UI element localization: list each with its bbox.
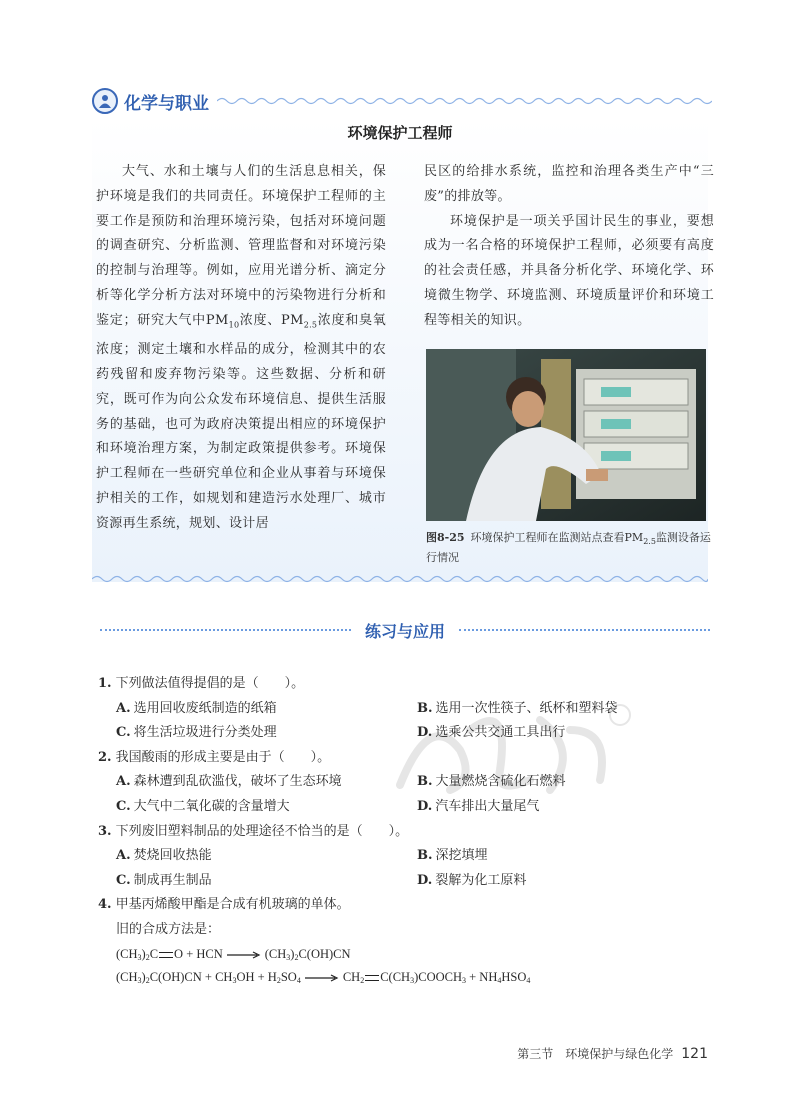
option-a: A. 森林遭到乱砍滥伐，破坏了生态环境 — [116, 774, 342, 790]
pm25-label: $PM_{2.5}$ — [281, 312, 318, 330]
figure-number: 图8-25 — [426, 531, 465, 544]
option-c: C. 将生活垃圾进行分类处理 — [116, 725, 277, 741]
option-b: B. 深挖填埋 — [417, 848, 488, 864]
dotted-divider — [100, 629, 351, 631]
footer-section: 第三节 环境保护与绿色化学 — [517, 1047, 674, 1061]
wave-divider-icon — [92, 574, 708, 584]
figure-caption: 图8-25 环境保护工程师在监测站点查看$PM_{2.5}$监测设备运行情况 — [426, 531, 711, 565]
chemistry-career-logo-icon — [92, 88, 118, 114]
article-paragraph-1 — [96, 160, 386, 537]
wave-divider-icon — [217, 96, 712, 106]
question-3 — [98, 820, 718, 845]
option-b: B. 大量燃烧含硫化石燃料 — [417, 774, 566, 790]
paragraph-text: 浓度和臭氧浓度；测定土壤和水样品的成分，检测其中的农药残留和废弃物污染等。这些数据、分析和研究，既可作为向公众发布环境信息、提供生活服务的基础，也可为政府决策提出相应的环境保护和环境治理方案，为制定政策提供参考。环境保护工程师在一些研究单位和企业从事着与环境保护相关的工作，如规划和建造污水处理厂、城市资源再生系统，规划、设计居 — [96, 312, 386, 531]
options-row — [98, 721, 718, 746]
article-paragraph-2: 环境保护是一项关乎国计民生的事业，要想成为一名合格的环境保护工程师，必须要有高度的社会责任感，并具备分析化学、环境化学、环境微生物学、环境监测、环境质量评价和环境工程等相关的知识。 — [424, 213, 714, 328]
options-row — [98, 697, 718, 722]
question-4 — [98, 893, 718, 918]
question-text: 甲基丙烯酸甲酯是合成有机玻璃的单体。 — [115, 897, 350, 913]
page-number: 121 — [681, 1046, 708, 1062]
options-row — [98, 844, 718, 869]
header-label: 化学与职业 — [124, 93, 209, 114]
question-number: 4. — [98, 897, 112, 913]
question-4-subtext: 旧的合成方法是： — [116, 921, 221, 937]
reaction-equation-2: $(CH_3)_2C(OH)CN + CH_3OH + H_2SO_4$ $CH_2$ $C(CH_3)COOCH_3 + NH_4HSO_4$ — [116, 969, 531, 985]
dotted-divider — [459, 629, 710, 631]
article-title: 环境保护工程师 — [347, 124, 453, 142]
option-d: D. 裂解为化工原料 — [417, 872, 527, 888]
question-1 — [98, 672, 718, 697]
option-d: D. 选乘公共交通工具出行 — [417, 725, 566, 741]
engineer-photo — [426, 349, 706, 521]
article-left-column — [96, 160, 386, 537]
reaction-arrow-icon — [305, 974, 339, 982]
option-b: B. 选用一次性筷子、纸杯和塑料袋 — [417, 700, 618, 716]
paragraph-text: 浓度、 — [239, 312, 282, 328]
question-number: 3. — [98, 823, 112, 839]
caption-text: 环境保护工程师在监测站点查看PM — [470, 531, 644, 544]
page-footer — [517, 1045, 708, 1062]
exercise-section-header — [100, 616, 710, 644]
option-a: A. 选用回收废纸制造的纸箱 — [116, 700, 277, 716]
option-a: A. 焚烧回收热能 — [116, 848, 212, 864]
article-right-column — [424, 160, 714, 334]
reaction-equation-1: $(CH_3)_2C$ O + HCN $(CH_3)_2C(OH)CN$ — [116, 946, 351, 962]
exercise-section-title: 练习与应用 — [365, 621, 446, 641]
option-c: C. 制成再生制品 — [116, 872, 212, 888]
question-2 — [98, 746, 718, 771]
reaction-arrow-icon — [227, 951, 261, 959]
question-number: 2. — [98, 749, 112, 765]
article-paragraph-cont: 民区的给排水系统，监控和治理各类生产中“三废”的排放等。 — [424, 164, 714, 204]
exercise-list — [98, 672, 718, 989]
section-header — [92, 86, 712, 116]
question-text: 下列废旧塑料制品的处理途径不恰当的是（ ）。 — [115, 823, 409, 839]
question-number: 1. — [98, 676, 112, 691]
paragraph-text: 大气、水和土壤与人们的生活息息相关，保护环境是我们的共同责任。环境保护工程师的主要工作是预防和治理环境污染，包括对环境问题的调查研究、分析监测、管理监督和对环境污染的控制与治理等。例如，应用光谱分析、滴定分析等化学分析方法对环境中的污染物进行分析和鉴定；研究大气中 — [96, 164, 386, 328]
options-row — [98, 770, 718, 795]
question-text: 下列做法值得提倡的是（ ）。 — [115, 676, 305, 691]
option-c: C. 大气中二氧化碳的含量增大 — [116, 798, 290, 814]
options-row — [98, 869, 718, 894]
option-d: D. 汽车排出大量尾气 — [417, 798, 540, 814]
question-text: 我国酸雨的形成主要是由于（ ）。 — [115, 749, 331, 765]
options-row — [98, 795, 718, 820]
caption-text: 监测设备运行情况 — [426, 531, 711, 565]
pm10-label: $PM_{10}$ — [205, 312, 240, 330]
